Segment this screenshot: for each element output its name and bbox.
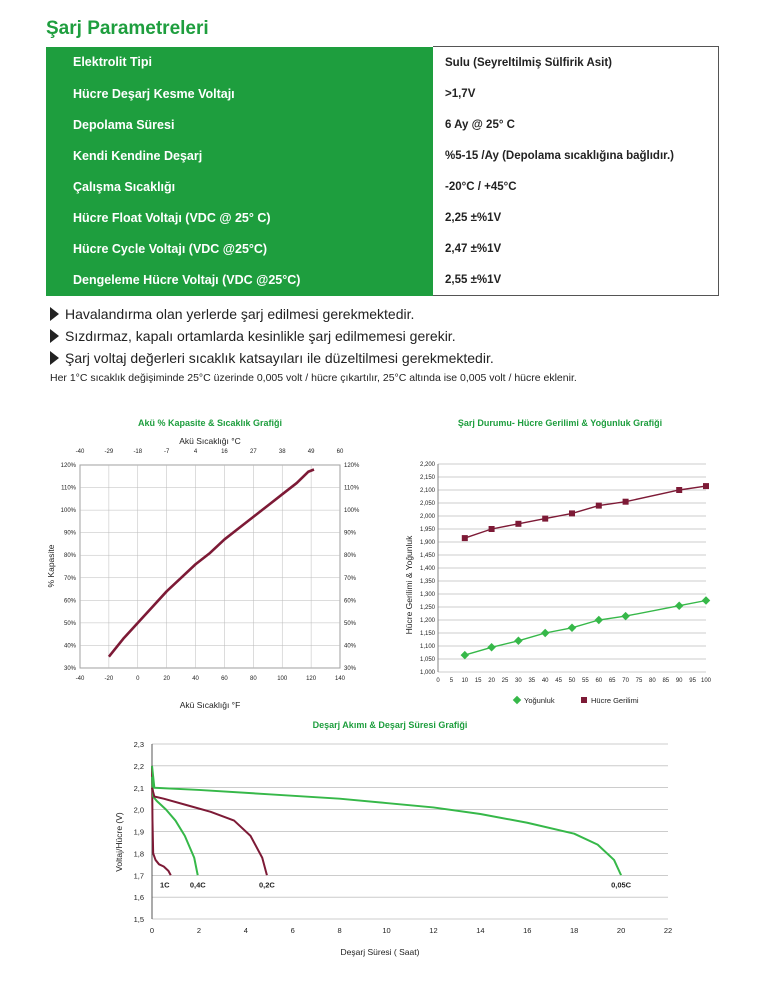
y-tick-label: 1,5: [133, 915, 144, 924]
parameters-table: [46, 46, 719, 296]
data-point: [675, 601, 683, 609]
param-value: %5-15 /Ay (Depolama sıcaklığına bağlıdır.): [433, 140, 719, 171]
x-tick-label: 10: [382, 926, 391, 935]
param-value: -20°C / +45°C: [433, 171, 719, 202]
data-point: [569, 510, 575, 516]
table-row: [46, 78, 719, 109]
legend-label: Hücre Gerilimi: [591, 696, 639, 705]
y-tick-label: 100%: [60, 508, 76, 515]
param-value: 6 Ay @ 25° C: [433, 109, 719, 140]
x2-tick-label: -40: [75, 449, 85, 455]
x-tick-label: 10: [461, 678, 469, 684]
y-axis-label: Hücre Gerilimi & Yoğunluk: [404, 535, 414, 635]
x-tick-label: 90: [675, 678, 683, 684]
param-label: Kendi Kendine Deşarj: [46, 140, 433, 171]
x-tick-label: 12: [429, 926, 438, 935]
data-point: [621, 612, 629, 620]
y-tick-label: 2,2: [133, 761, 144, 771]
x-tick-label: 18: [570, 926, 579, 935]
x-tick-label: 15: [474, 678, 482, 684]
data-point: [515, 521, 521, 527]
data-point: [489, 526, 495, 532]
y-axis-label: Voltaj/Hücre (V): [114, 812, 124, 872]
x-tick-label: 40: [541, 678, 549, 684]
x-tick-label: 55: [582, 678, 589, 684]
note-text: Sızdırmaz, kapalı ortamlarda kesinlikle şarj edilmemesi gerekir.: [65, 328, 456, 344]
param-value: >1,7V: [433, 78, 719, 109]
x-tick-label: 95: [689, 678, 696, 684]
legend-marker: [581, 697, 587, 703]
chart-title: Deşarj Akımı & Deşarj Süresi Grafiği: [312, 720, 468, 730]
y-tick-label: 1,900: [419, 540, 435, 546]
data-point: [702, 596, 710, 604]
chart-title: Şarj Durumu- Hücre Gerilimi & Yoğunluk Grafiği: [457, 418, 663, 428]
y-tick-label: 60%: [63, 598, 76, 605]
series-line: [465, 486, 706, 538]
y-tick-label: 30%: [63, 666, 76, 672]
y-tick-label: 1,150: [419, 631, 435, 637]
data-point: [596, 503, 602, 509]
x-tick-label: -40: [75, 676, 85, 682]
param-value: Sulu (Seyreltilmiş Sülfirik Asit): [433, 47, 719, 79]
y-tick-label: 1,400: [419, 566, 435, 572]
param-label: Elektrolit Tipi: [46, 47, 433, 79]
x2-tick-label: -29: [104, 449, 114, 455]
note-text: Havalandırma olan yerlerde şarj edilmesi gerekmektedir.: [65, 306, 415, 322]
y-tick-label: 2,000: [419, 514, 435, 520]
y-tick-label: 110%: [61, 485, 76, 492]
y-tick-label: 1,250: [419, 605, 435, 611]
series-label: 0,05C: [611, 880, 632, 890]
param-label: Hücre Deşarj Kesme Voltajı: [46, 78, 433, 109]
param-label: Çalışma Sıcaklığı: [46, 171, 433, 202]
param-label: Depolama Süresi: [46, 109, 433, 140]
y2-tick-label: 80%: [344, 553, 357, 560]
series-label: 0,4C: [189, 880, 206, 890]
y-axis-label: % Kapasite: [46, 544, 56, 588]
x-tick-label: 100: [277, 676, 288, 682]
legend-marker: [513, 696, 521, 704]
y2-tick-label: 100%: [344, 508, 360, 515]
y2-tick-label: 50%: [344, 620, 357, 627]
x-tick-label: 30: [515, 678, 522, 684]
capacity-line: [109, 470, 314, 657]
x-tick-label: 40: [192, 676, 199, 682]
x-tick-label: 80: [249, 676, 257, 682]
x-tick-label: 0: [149, 926, 155, 935]
param-label: Hücre Float Voltajı (VDC @ 25° C): [46, 202, 433, 233]
param-label: Dengeleme Hücre Voltajı (VDC @25°C): [46, 264, 433, 296]
x2-tick-label: 38: [278, 449, 286, 455]
list-item: [50, 303, 740, 325]
y-tick-label: 2,200: [419, 462, 435, 468]
table-row: [46, 202, 719, 233]
x-tick-label: 120: [306, 676, 317, 682]
x-tick-label: 60: [595, 678, 603, 684]
list-item: [50, 325, 740, 347]
x-tick-label: 20: [488, 678, 495, 684]
x-tick-label: 4: [243, 926, 248, 935]
y2-tick-label: 110%: [344, 485, 359, 492]
y-tick-label: 1,000: [419, 670, 435, 676]
table-row: [46, 171, 719, 202]
x-tick-label: 100: [700, 678, 712, 684]
y2-tick-label: 40%: [344, 643, 357, 650]
x2-tick-label: 4: [193, 449, 198, 455]
x-axis-label: Deşarj Süresi ( Saat): [340, 947, 420, 957]
chart-title: Akü % Kapasite & Sıcaklık Grafiği: [137, 418, 283, 428]
discharge-line: [152, 766, 171, 875]
x-axis-label: Akü Sıcaklığı °F: [179, 700, 241, 710]
x-tick-label: -20: [104, 676, 114, 682]
y-tick-label: 120%: [60, 463, 76, 469]
x-tick-label: 16: [523, 926, 532, 935]
x-tick-label: 70: [622, 678, 629, 684]
param-value: 2,47 ±%1V: [433, 233, 719, 264]
arrow-right-icon: [50, 329, 59, 343]
x-tick-label: 22: [663, 926, 673, 935]
y-tick-label: 40%: [63, 643, 76, 650]
x-tick-label: 60: [221, 676, 228, 682]
note-text: Şarj voltaj değerleri sıcaklık katsayıları ile düzeltilmesi gerekmektedir.: [65, 350, 494, 366]
x-tick-label: 20: [163, 676, 171, 682]
y2-tick-label: 30%: [344, 666, 357, 672]
y-tick-label: 2,100: [419, 488, 435, 494]
data-point: [542, 516, 548, 522]
y-tick-label: 1,350: [419, 579, 435, 585]
x-tick-label: 2: [196, 926, 201, 935]
data-point: [595, 616, 603, 624]
capacity-temperature-chart: [40, 410, 380, 715]
data-point: [487, 643, 495, 651]
x2-tick-label: 27: [249, 449, 257, 455]
y2-tick-label: 120%: [344, 463, 360, 469]
y-tick-label: 80%: [63, 553, 76, 560]
x2-tick-label: -18: [133, 449, 143, 455]
discharge-chart: [100, 712, 680, 967]
table-row: [46, 47, 719, 79]
param-value: 2,55 ±%1V: [433, 264, 719, 296]
x-tick-label: 65: [608, 678, 616, 684]
param-value: 2,25 ±%1V: [433, 202, 719, 233]
y-tick-label: 1,200: [419, 618, 435, 624]
y-tick-label: 2,1: [133, 783, 144, 793]
x-tick-label: 6: [290, 926, 295, 935]
x-tick-label: 85: [662, 678, 670, 684]
y-tick-label: 1,100: [419, 644, 435, 650]
table-row: [46, 109, 719, 140]
y-tick-label: 1,9: [133, 827, 144, 837]
y2-tick-label: 70%: [344, 575, 357, 582]
y-tick-label: 1,8: [133, 849, 144, 859]
table-row: [46, 264, 719, 296]
y-tick-label: 90%: [63, 530, 76, 537]
series-line: [465, 601, 706, 656]
data-point: [568, 624, 576, 632]
y-tick-label: 1,6: [133, 893, 144, 903]
data-point: [623, 499, 629, 505]
y-tick-label: 70%: [63, 575, 76, 582]
arrow-right-icon: [50, 351, 59, 365]
x2-axis-label: Akü Sıcaklığı °C: [179, 436, 241, 446]
arrow-right-icon: [50, 307, 59, 321]
x2-tick-label: 16: [221, 449, 228, 455]
x-tick-label: 140: [334, 676, 346, 682]
data-point: [676, 487, 682, 493]
x-tick-label: 0: [136, 676, 140, 682]
y-tick-label: 2,150: [419, 475, 435, 481]
series-label: 0,2C: [259, 880, 275, 890]
footnote: Her 1°C sıcaklık değişiminde 25°C üzerinde 0,005 volt / hücre çıkartılır, 25°C altında ise 0,005 volt / hücre eklenir.: [50, 372, 577, 384]
data-point: [703, 483, 709, 489]
x2-tick-label: 49: [307, 449, 315, 455]
data-point: [461, 651, 469, 659]
x-tick-label: 20: [616, 926, 626, 935]
y-tick-label: 50%: [63, 620, 76, 627]
notes-list: [50, 303, 740, 369]
data-point: [462, 535, 468, 541]
charge-state-chart: [400, 410, 720, 715]
x-tick-label: 50: [568, 678, 576, 684]
discharge-line: [152, 766, 621, 875]
y-tick-label: 1,300: [419, 592, 435, 598]
x-tick-label: 45: [555, 678, 562, 684]
y2-tick-label: 60%: [344, 598, 357, 605]
x-tick-label: 80: [649, 678, 656, 684]
x-tick-label: 25: [501, 678, 509, 684]
list-item: [50, 347, 740, 369]
data-point: [541, 629, 549, 637]
x-tick-label: 75: [635, 678, 643, 684]
discharge-line: [152, 777, 198, 875]
y-tick-label: 1,7: [133, 871, 144, 881]
x-tick-label: 5: [449, 678, 454, 684]
x2-tick-label: 60: [336, 449, 344, 455]
legend-label: Yoğunluk: [524, 696, 555, 705]
x-tick-label: 0: [436, 678, 440, 684]
y-tick-label: 1,950: [419, 527, 435, 533]
y2-tick-label: 90%: [344, 530, 357, 537]
table-row: [46, 140, 719, 171]
x2-tick-label: -7: [163, 449, 170, 455]
table-row: [46, 233, 719, 264]
y-tick-label: 2,3: [133, 740, 144, 749]
series-label: 1C: [159, 880, 170, 890]
param-label: Hücre Cycle Voltajı (VDC @25°C): [46, 233, 433, 264]
data-point: [514, 637, 522, 645]
x-tick-label: 35: [528, 678, 536, 684]
y-tick-label: 2,050: [419, 501, 435, 507]
x-tick-label: 8: [337, 926, 342, 935]
page-title: Şarj Parametreleri: [46, 18, 209, 39]
y-tick-label: 1,050: [419, 657, 435, 663]
x-tick-label: 14: [476, 926, 485, 935]
y-tick-label: 2,0: [133, 805, 144, 815]
y-tick-label: 1,450: [419, 553, 435, 559]
plot-frame: [80, 465, 340, 668]
